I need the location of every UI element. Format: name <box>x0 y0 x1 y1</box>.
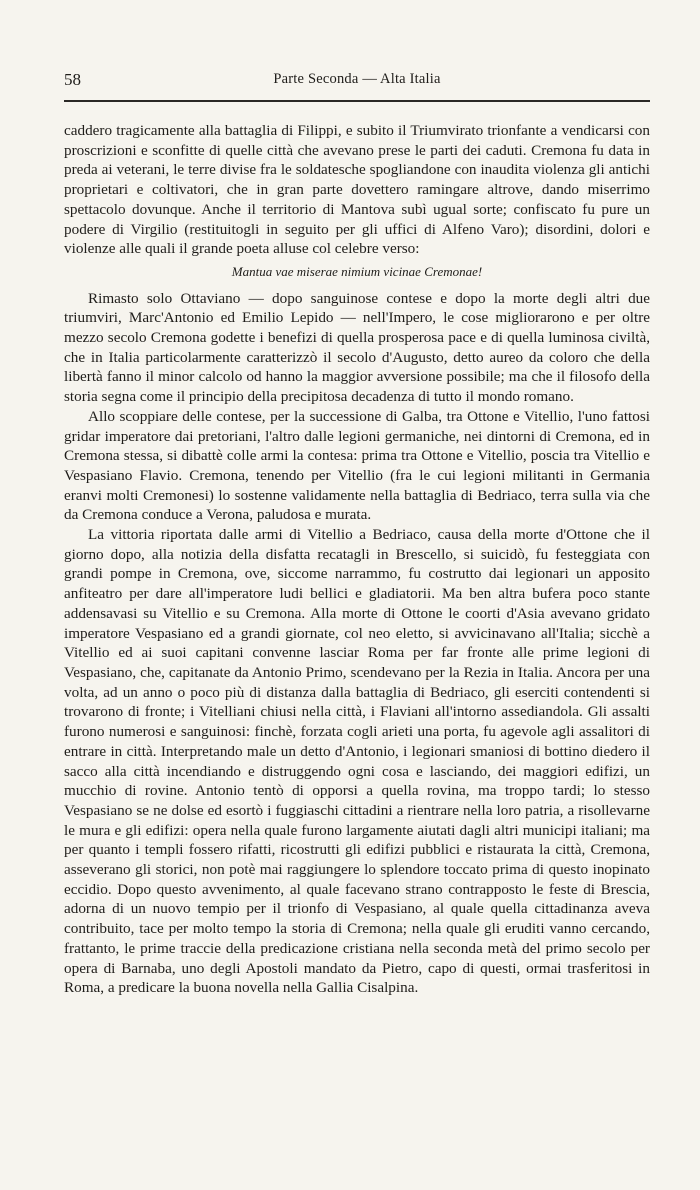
running-title: Parte Seconda — Alta Italia <box>273 71 441 87</box>
paragraph-3: Allo scoppiare delle contese, per la successione di Galba, tra Ottone e Vitellio, l'uno fattosi gridar imperatore dai pretoriani, l'altro dalle legioni germaniche, nei dintorni di Cremona, ed in Cremona stessa, si dibattè colle armi la contesa: prima tra Ottone e Vitellio, poscia tra Vitellio e Vespasiano Flavio. Cremona, tenendo per Vitellio (fra le cui legioni militanti in Germania eranvi molti Cremonesi) lo sostenne validamente nella battaglia di Bedriaco, terra sulla via che da Cremona conduce a Verona, paludosa e murata. <box>64 407 650 524</box>
body-text <box>64 121 650 998</box>
page-number: 58 <box>64 70 81 89</box>
page-header <box>64 70 650 94</box>
paragraph-4: La vittoria riportata dalle armi di Vitellio a Bedriaco, causa della morte d'Ottone che il giorno dopo, alla notizia della disfatta recatagli in Brescello, si suicidò, fu festeggiata con grandi pompe in Cremona, ove, siccome narrammo, fu costrutto dai legionari un apposito anfiteatro per dare all'imperatore ludi bellici e gladiatorii. Ma ben altra bufera poco stante addensavasi su Vitellio e su Cremona. Alla morte di Ottone le coorti d'Asia avevano gridato imperatore Vespasiano ed a grandi giornate, col neo eletto, si avvicinavano all'Italia; sicchè a Vitellio ed ai suoi capitani convenne lasciar Roma per far fronte alle prime legioni di Vespasiano, che, capitanate da Antonio Primo, scendevano per la Rezia in Italia. Ancora per una volta, ad un anno o poco più di distanza dalla battaglia di Bedriaco, gli eserciti contendenti si trovarono di fronte; i Vitelliani chiusi nella città, i Flaviani all'intorno assediandola. Gli assalti furono numerosi e sanguinosi: finchè, forzata cogli arieti una porta, fu agevole agli assalitori di entrare in città. Interpretando male un detto d'Antonio, i legionari smaniosi di bottino diedero il sacco alla città incendiando e distruggendo ogni cosa e lasciando, dei maggiori edifizi, un mucchio di rovine. Antonio tentò di opporsi a quella rovina, ma troppo tardi; lo stesso Vespasiano se ne dolse ed esortò i fuggiaschi cittadini a rientrare nella loro patria, a risollevarne le mura e gli edifizi: opera nella quale furono largamente aiutati dagli altri municipi italiani; ma per quanto i templi fossero rifatti, ricostrutti gli edifizi pubblici e ristaurata la città, Cremona, asseverano gli storici, non potè mai raggiungere lo splendore toccato prima di questo inopinato eccidio. Dopo questo avvenimento, al quale facevano strano contrapposto le feste di Brescia, adorna di un nuovo tempio per il trionfo di Vespasiano, al quale quella cittadinanza aveva contribuito, tace per molto tempo la storia di Cremona; nella quale gli eruditi vanno cercando, frattanto, le prime traccie della predicazione cristiana nella seconda metà del primo secolo per opera di Barnaba, uno degli Apostoli mandato da Pietro, capo di questi, ormai trasferitosi in Roma, a predicare la buona novella nella Gallia Cisalpina. <box>64 526 650 997</box>
paragraph-1: caddero tragicamente alla battaglia di Filippi, e subito il Triumvirato trionfante a vendicarsi con proscrizioni e sconfitte di quelle città che avevano prese le parti dei caduti. Cremona fu data in preda ai veterani, le terre divise fra le soldatesche spogliandone con inaudita violenza gli antichi proprietari e coltivatori, che in gran parte dovettero ramingare altrove, dando miserrimo spettacolo dovunque. Anche il territorio di Mantova subì ugual sorte; confiscato fu pure un podere di Virgilio (restituitogli in seguito per gli uffici di Alfeno Varo); disordini, dolori e violenze alle quali il grande poeta alluse col celebre verso: <box>64 122 650 258</box>
verse-quote: Mantua vae miserae nimium vicinae Cremonae! <box>231 263 483 279</box>
header-rule <box>64 100 650 102</box>
paragraph-2: Rimasto solo Ottaviano — dopo sanguinose contese e dopo la morte degli altri due triumviri, Marc'Antonio ed Emilio Lepido — nell'Impero, le cose migliorarono e per oltre mezzo secolo Cremona godette i benefizi di quella prosperosa pace e di quella luminosa civiltà, che in Italia particolarmente caratterizzò il secolo d'Augusto, detto aureo da coloro che della libertà fanno il minor calcolo od hanno la maggior avversione possibile; ma che il filosofo della storia segna come il principio della precipitosa decadenza di tutto il mondo romano. <box>64 289 650 406</box>
